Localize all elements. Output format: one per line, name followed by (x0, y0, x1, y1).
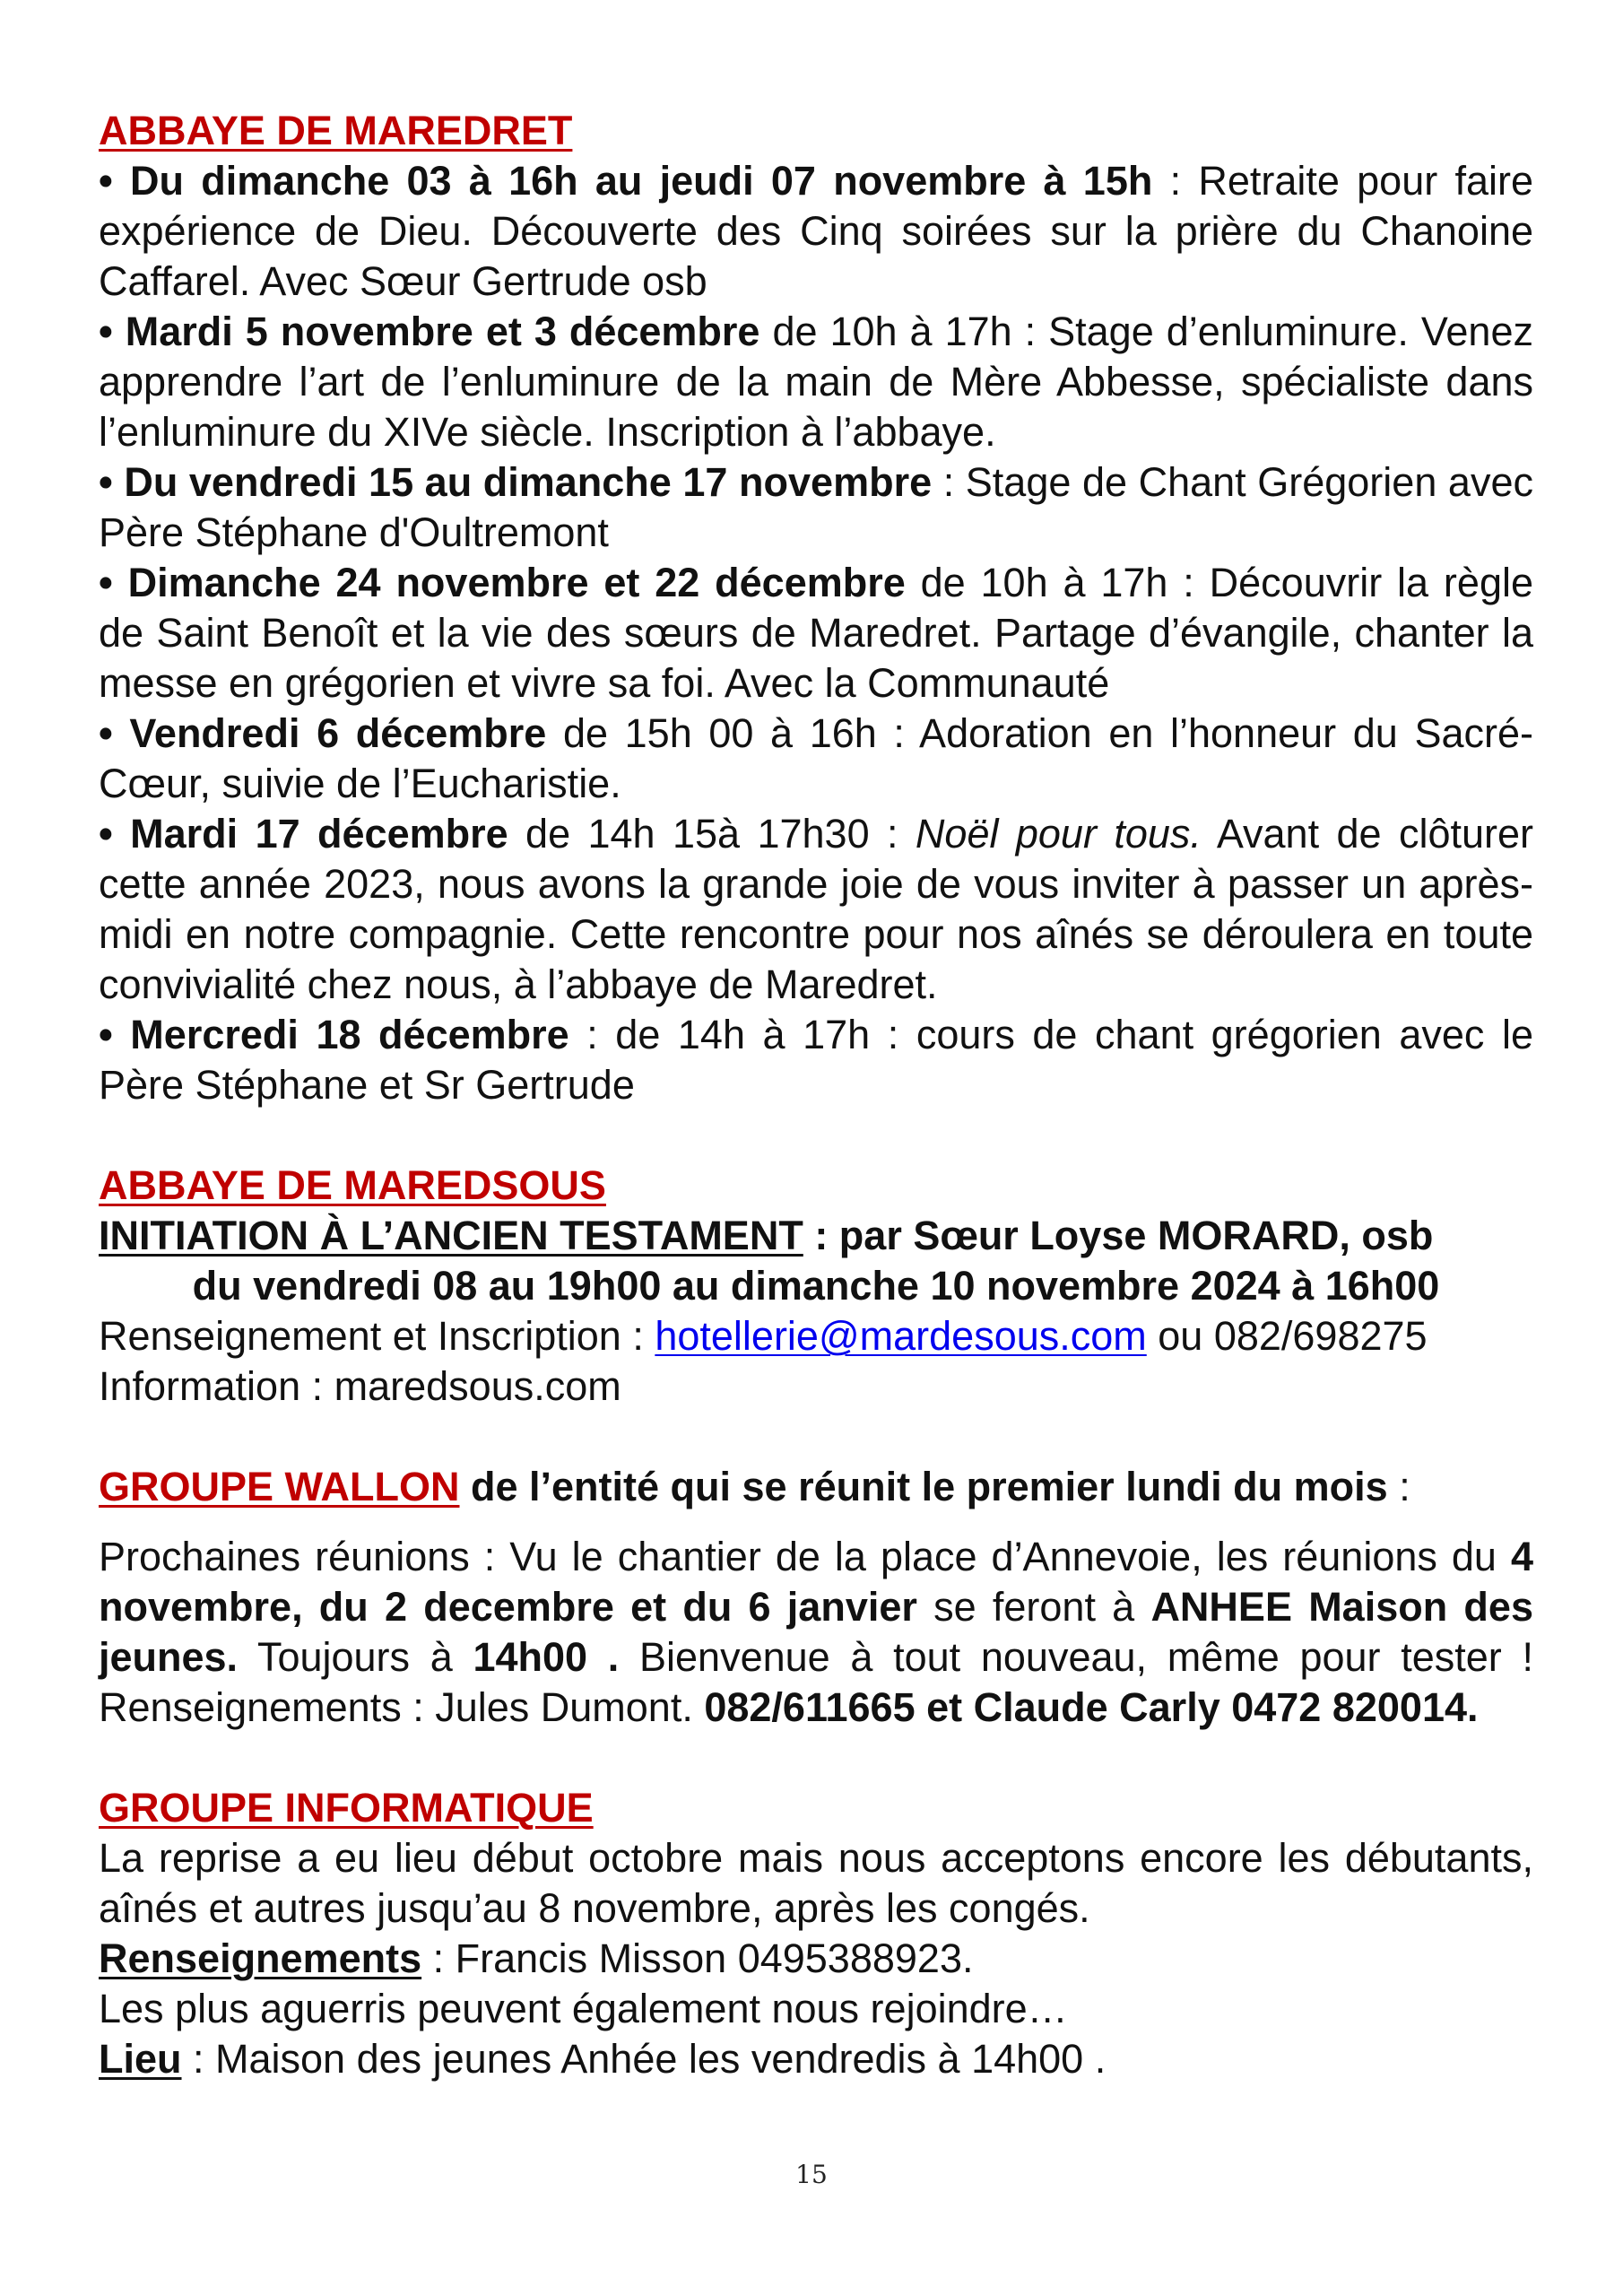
wallon-paragraph (99, 1532, 1533, 1733)
section-informatique (99, 1783, 1533, 2084)
informatique-contact-value: : Francis Misson 0495388923. (421, 1935, 974, 1981)
event-date: • Mercredi 18 décembre (99, 1012, 569, 1057)
event-date: • Du vendredi 15 au dimanche 17 novembre (99, 459, 933, 505)
informatique-location (99, 2034, 1533, 2084)
event-description: de 10h à 17h : Découvrir la règle de Saint Benoît et la vie des sœurs de Maredret. Partage d’évangile, chanter la messe en grégorien et vivre sa foi. Avec la Communauté (99, 560, 1533, 706)
maredsous-title-underlined: INITIATION À L’ANCIEN TESTAMENT (99, 1213, 803, 1258)
wallon-heading-rest: de l’entité qui se réunit le premier lundi du mois (459, 1464, 1388, 1509)
wallon-location: ANHEE Maison des jeunes. (99, 1584, 1533, 1680)
page-number: 15 (795, 2160, 828, 2189)
maredsous-dates: du vendredi 08 au 19h00 au dimanche 10 novembre 2024 à 16h00 (192, 1263, 1440, 1309)
event-date: • Mardi 5 novembre et 3 décembre (99, 309, 760, 354)
event-item (99, 307, 1533, 457)
section-heading-wallon: GROUPE WALLON (99, 1464, 460, 1509)
wallon-heading-line (99, 1462, 1533, 1512)
informatique-contact-label: Renseignements (99, 1935, 422, 1981)
informatique-paragraph: La reprise a eu lieu début octobre mais nous acceptons encore les débutants, aînés et autres jusqu’au 8 novembre, après les congés. (99, 1835, 1533, 1931)
event-date: • Mardi 17 décembre (99, 811, 508, 857)
event-item (99, 709, 1533, 809)
maredsous-contact-label: Renseignement et Inscription : (99, 1313, 655, 1359)
event-date: • Vendredi 6 décembre (99, 710, 547, 756)
event-date: • Du dimanche 03 à 16h au jeudi 07 novembre à 15h (99, 158, 1153, 204)
event-date: • Dimanche 24 novembre et 22 décembre (99, 560, 906, 605)
section-maredret (99, 106, 1533, 1110)
event-item (99, 1010, 1533, 1110)
maredsous-info: Information : maredsous.com (99, 1363, 621, 1409)
maredsous-contact (99, 1311, 1533, 1361)
event-item (99, 457, 1533, 558)
informatique-location-label: Lieu (99, 2036, 182, 2082)
maredsous-title-rest: : par Sœur Loyse MORARD, osb (803, 1213, 1434, 1258)
event-time: de 14h 15à 17h30 : (508, 811, 916, 857)
informatique-note: Les plus aguerris peuvent également nous rejoindre… (99, 1986, 1068, 2031)
wallon-text: Prochaines réunions : Vu le chantier de la place d’Annevoie, les réunions du (99, 1534, 1511, 1579)
wallon-text: Toujours à (238, 1634, 473, 1680)
section-heading-maredret: ABBAYE DE MAREDRET (99, 108, 573, 153)
section-wallon (99, 1462, 1533, 1733)
section-heading-informatique: GROUPE INFORMATIQUE (99, 1785, 594, 1831)
maredsous-title (99, 1211, 1533, 1261)
email-link[interactable]: hotellerie@mardesous.com (655, 1313, 1147, 1359)
wallon-phones: 082/611665 et Claude Carly 0472 820014. (704, 1684, 1479, 1730)
maredsous-phone: ou 082/698275 (1146, 1313, 1428, 1359)
wallon-heading-colon: : (1387, 1464, 1410, 1509)
event-item (99, 156, 1533, 307)
wallon-dates: 4 novembre, du 2 decembre et du 6 janvier (99, 1534, 1533, 1630)
section-maredsous (99, 1161, 1533, 1412)
wallon-time: 14h00 . (473, 1634, 620, 1680)
event-description: : Stage de Chant Grégorien avec Père Stéphane d'Oultremont (99, 459, 1533, 555)
wallon-text: se feront à (916, 1584, 1151, 1630)
event-title-italic: Noël pour tous. (915, 811, 1202, 857)
document-page (99, 106, 1533, 2084)
event-description: : de 14h à 17h : cours de chant grégorien avec le Père Stéphane et Sr Gertrude (99, 1012, 1533, 1108)
event-description: de 10h à 17h : Stage d’enluminure. Venez apprendre l’art de l’enluminure de la main de Mère Abbesse, spécialiste dans l’enluminure du XIVe siècle. Inscription à l’abbaye. (99, 309, 1533, 455)
informatique-contact (99, 1934, 1533, 1984)
event-description: : Retraite pour faire expérience de Dieu. Découverte des Cinq soirées sur la prière du Chanoine Caffarel. Avec Sœur Gertrude osb (99, 158, 1533, 304)
event-description: de 15h 00 à 16h : Adoration en l’honneur du Sacré-Cœur, suivie de l’Eucharistie. (99, 710, 1533, 806)
wallon-text: Bienvenue à tout nouveau, même pour tester ! Renseignements : Jules Dumont. (99, 1634, 1533, 1730)
event-item (99, 558, 1533, 709)
section-heading-maredsous: ABBAYE DE MAREDSOUS (99, 1162, 606, 1208)
informatique-location-value: : Maison des jeunes Anhée les vendredis à 14h00 . (181, 2036, 1107, 2082)
event-description: Avant de clôturer cette année 2023, nous avons la grande joie de vous inviter à passer un après-midi en notre compagnie. Cette rencontre pour nos aînés se déroulera en toute convivialité chez nous, à l’abbaye de Maredret. (99, 811, 1533, 1007)
event-item (99, 809, 1533, 1010)
